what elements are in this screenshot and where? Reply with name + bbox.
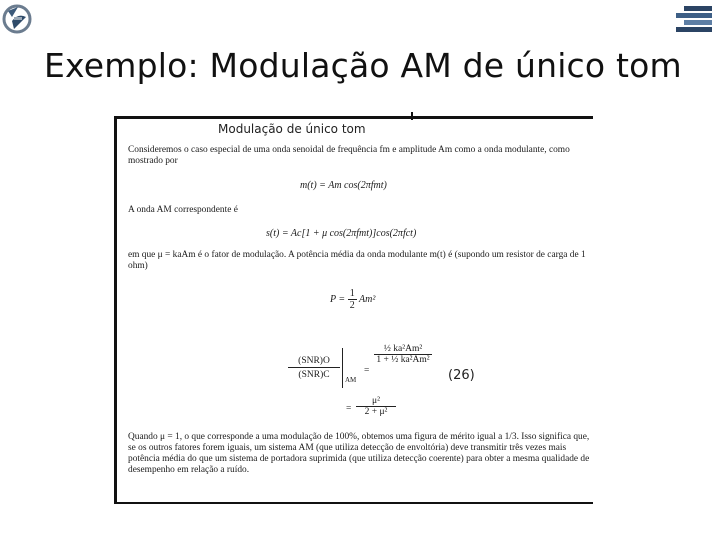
evaluation-bar xyxy=(342,348,343,388)
snr-output: (SNR)O xyxy=(288,356,340,368)
equals-sign-2: = xyxy=(346,404,352,414)
institution-emblem-icon xyxy=(2,3,32,35)
section-title: Modulação de único tom xyxy=(218,122,366,136)
stacked-bars-logo-icon xyxy=(672,4,716,34)
paragraph-intro: Consideremos o caso especial de uma onda senoidal de frequência fm e amplitude Am como a onda modulante, como mostrado por xyxy=(128,145,570,166)
paragraph-modulation-factor: em que μ = kaAm é o fator de modulação. A potência média da onda modulante m(t) é (supondo um resistor de carga de 1 ohm) xyxy=(128,250,586,271)
equation-average-power xyxy=(330,288,375,311)
slide-title: Exemplo: Modulação AM de único tom xyxy=(44,46,682,85)
snr-fraction-ka-num: ½ ka²Am² xyxy=(374,344,432,355)
equation-modulating-wave: m(t) = Am cos(2πfmt) xyxy=(300,180,387,191)
snr-subscript: AM xyxy=(345,376,357,384)
snr-fraction-mu-den: 2 + μ² xyxy=(364,407,388,417)
power-rhs: Am² xyxy=(359,293,376,305)
snr-ratio xyxy=(288,356,340,380)
snr-fraction-ka-den: 1 + ½ ka²Am² xyxy=(376,355,430,365)
paragraph-conclusion: Quando μ = 1, o que corresponde a uma modulação de 100%, obtemos uma figura de mérito igual a 1/3. Isso significa que, se os outros fatores forem iguais, um sistema AM (que utiliza detecção de envoltória) deve transmitir três vezes mais potência média do que um sistema de portadora suprimida (que utiliza detecção coerente) para obter a mesma qualidade de desempenho em relação a ruído. xyxy=(128,432,590,475)
snr-channel: (SNR)C xyxy=(298,370,330,380)
power-fraction xyxy=(348,288,357,311)
snr-fraction-mu-num: μ² xyxy=(356,396,396,407)
scan-border-mark xyxy=(411,112,413,120)
equals-sign-1: = xyxy=(364,366,370,376)
power-fraction-num: 1 xyxy=(349,288,355,299)
equation-number: (26) xyxy=(448,368,475,383)
power-fraction-den: 2 xyxy=(349,300,355,311)
snr-fraction-ka xyxy=(374,344,432,365)
snr-fraction-mu xyxy=(356,396,396,417)
equation-am-wave: s(t) = Ac[1 + μ cos(2πfmt)]cos(2πfct) xyxy=(266,228,417,239)
power-lhs: P = xyxy=(330,293,346,305)
paragraph-am-wave: A onda AM correspondente é xyxy=(128,205,238,215)
